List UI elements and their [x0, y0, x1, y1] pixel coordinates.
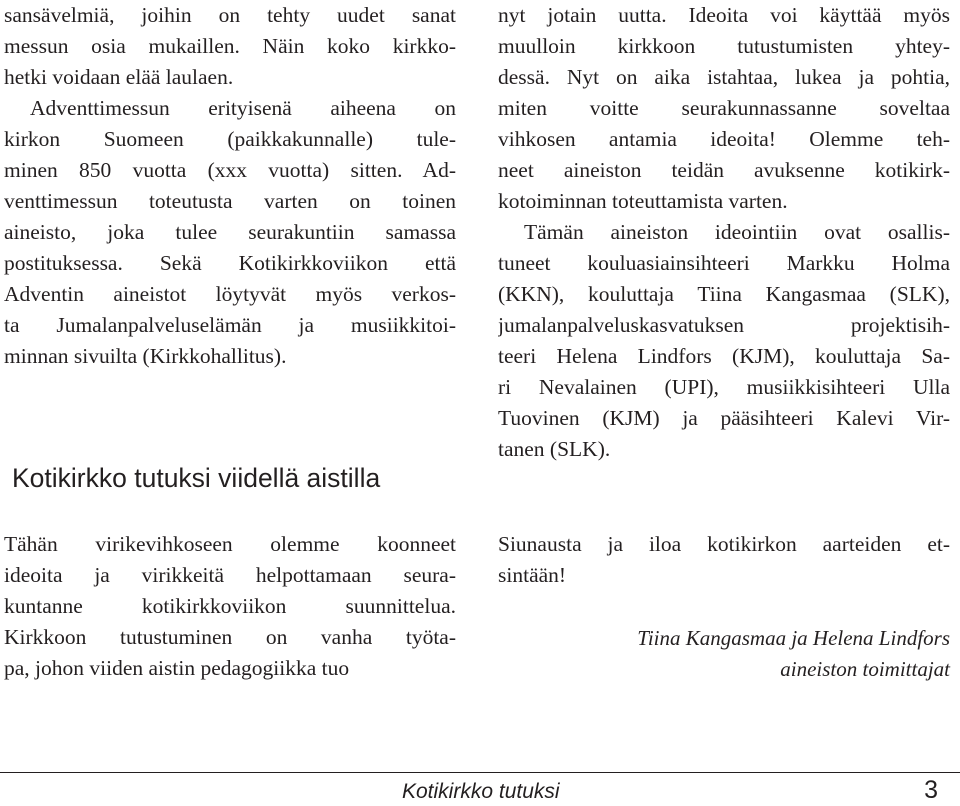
text-line: muulloin kirkkoon tutustumisten yhtey- — [498, 34, 950, 58]
text-line: Tähän virikevihkoseen olemme koonneet — [4, 532, 456, 556]
text-line: ideoita ja virikkeitä helpottamaan seura- — [4, 563, 456, 587]
right-paragraph-1 — [498, 0, 950, 217]
page-number: 3 — [924, 776, 938, 804]
left-paragraph-1 — [4, 0, 456, 93]
text-line: sintään! — [498, 563, 567, 587]
text-line: hetki voidaan elää laulaen. — [4, 65, 234, 89]
text-line: Tämän aineiston ideointiin ovat osallis- — [524, 220, 950, 244]
text-line: postituksessa. Sekä Kotikirkkoviikon että — [4, 251, 456, 275]
text-line: (KKN), kouluttaja Tiina Kangasmaa (SLK), — [498, 282, 950, 306]
text-line: vihkosen antamia ideoita! Olemme teh- — [498, 127, 950, 151]
text-line: Tuovinen (KJM) ja pääsihteeri Kalevi Vir- — [498, 406, 950, 430]
text-line: Adventtimessun erityisenä aiheena on — [30, 96, 456, 120]
text-line: Adventin aineistot löytyvät myös verkos- — [4, 282, 456, 306]
footer-title: Kotikirkko tutuksi — [402, 780, 560, 803]
text-line: kotoiminnan toteuttamista varten. — [498, 189, 788, 213]
text-line: pa, johon viiden aistin pedagogiikka tuo — [4, 656, 350, 680]
text-line: nyt jotain uutta. Ideoita voi käyttää myös — [498, 3, 950, 27]
signature-role: aineiston toimittajat — [780, 657, 950, 681]
section-heading: Kotikirkko tutuksi viidellä aistilla — [12, 463, 381, 493]
text-line: ta Jumalanpalveluselämän ja musiikkitoi- — [4, 313, 456, 337]
right-paragraph-2 — [498, 217, 950, 465]
text-line: tuneet kouluasiainsihteeri Markku Holma — [498, 251, 950, 275]
text-line: kirkon Suomeen (paikkakunnalle) tule- — [4, 127, 456, 151]
text-line: teeri Helena Lindfors (KJM), kouluttaja Sa- — [498, 344, 950, 368]
text-line: jumalanpalveluskasvatuksen projektisih- — [498, 313, 950, 337]
text-line: tanen (SLK). — [498, 437, 611, 461]
signature-names: Tiina Kangasmaa ja Helena Lindfors — [637, 626, 950, 650]
text-line: neet aineiston teidän avuksenne kotikirk- — [498, 158, 950, 182]
text-line: aineisto, joka tulee seurakuntiin samassa — [4, 220, 456, 244]
text-line: Siunausta ja iloa kotikirkon aarteiden et- — [498, 532, 950, 556]
text-line: miten voitte seurakunnassanne soveltaa — [498, 96, 950, 120]
left-paragraph-2 — [4, 93, 456, 372]
text-line: sansävelmiä, joihin on tehty uudet sanat — [4, 3, 456, 27]
left-paragraph-3 — [4, 529, 456, 684]
footer-divider — [0, 772, 960, 773]
text-line: Kirkkoon tutustuminen on vanha työta- — [4, 625, 456, 649]
text-line: minnan sivuilta (Kirkkohallitus). — [4, 344, 287, 368]
text-line: kuntanne kotikirkkoviikon suunnittelua. — [4, 594, 456, 618]
text-line: ri Nevalainen (UPI), musiikkisihteeri Ulla — [498, 375, 950, 399]
text-line: messun osia mukaillen. Näin koko kirkko- — [4, 34, 456, 58]
text-line: minen 850 vuotta (xxx vuotta) sitten. Ad- — [4, 158, 456, 182]
text-line: dessä. Nyt on aika istahtaa, lukea ja pohtia, — [498, 65, 950, 89]
text-line: venttimessun toteutusta varten on toinen — [4, 189, 456, 213]
right-paragraph-3 — [498, 529, 950, 591]
